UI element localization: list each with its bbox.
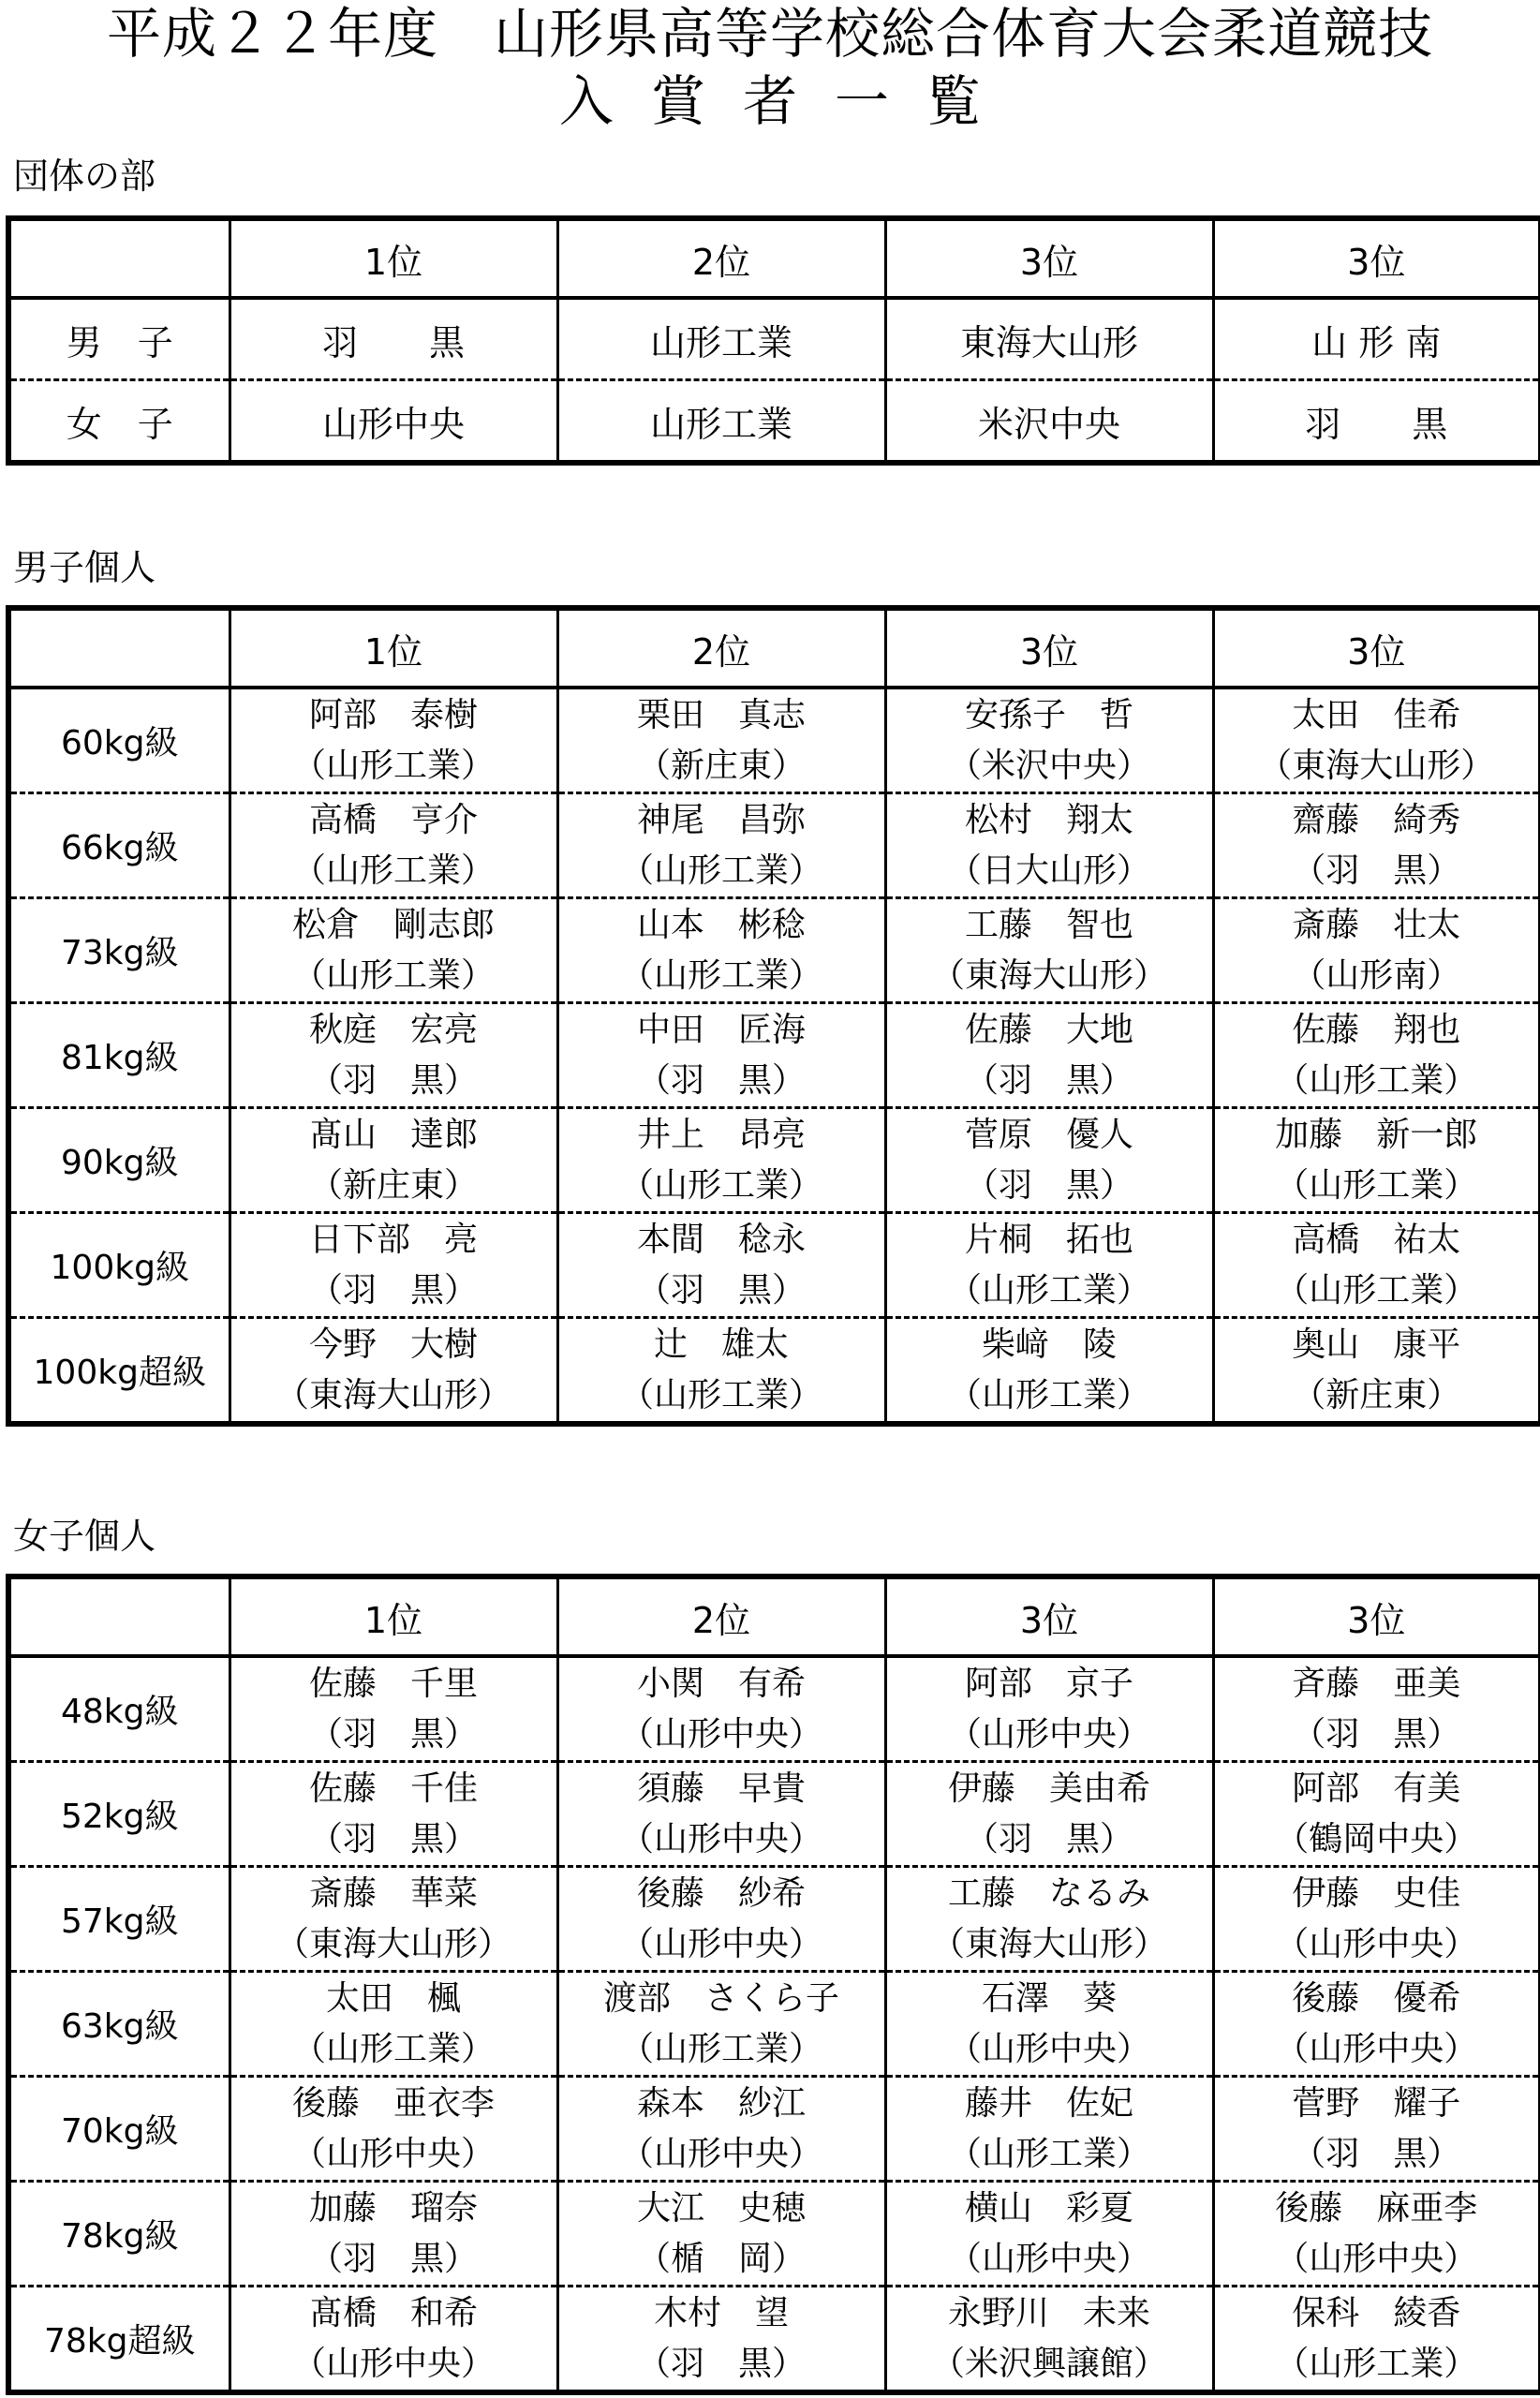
team-winner: 羽 黒 <box>1213 380 1540 464</box>
placement-cell <box>885 2182 1213 2287</box>
placement-cell <box>230 1213 557 1318</box>
athlete-school: （山形工業） <box>619 955 822 995</box>
men-weight-class-row <box>8 1213 1540 1318</box>
athlete-name: 工藤 智也 <box>964 905 1133 944</box>
athlete-name: 小関 有希 <box>636 1664 806 1703</box>
athlete-name: 石澤 葵 <box>981 1978 1117 2018</box>
placement-cell <box>557 898 885 1003</box>
athlete-name: 本間 稔永 <box>636 1220 806 1259</box>
athlete-name: 佐藤 翔也 <box>1292 1010 1461 1049</box>
athlete-name: 後藤 麻亜李 <box>1275 2188 1478 2228</box>
athlete-name: 松倉 剛志郎 <box>291 905 495 944</box>
placement-cell <box>230 1318 557 1425</box>
athlete-school: （鶴岡中央） <box>1275 1819 1478 1858</box>
athlete-school: （山形工業） <box>619 851 822 890</box>
header-blank <box>8 608 230 688</box>
placement-cell <box>1213 688 1540 793</box>
placement-cell <box>230 2182 557 2287</box>
header-third-b: 3位 <box>1213 218 1540 298</box>
athlete-name: 阿部 有美 <box>1292 1769 1461 1808</box>
placement-cell <box>1213 1318 1540 1425</box>
placement-cell <box>230 793 557 898</box>
header-first: 1位 <box>230 608 557 688</box>
placement-cell <box>230 2077 557 2182</box>
placement-cell <box>230 2287 557 2393</box>
placement-cell <box>1213 2287 1540 2393</box>
placement-cell <box>1213 2077 1540 2182</box>
athlete-name: 片桐 拓也 <box>964 1220 1133 1259</box>
athlete-name: 渡部 さくら子 <box>602 1978 839 2018</box>
placement-cell <box>557 1867 885 1972</box>
athlete-school: （山形中央） <box>1275 1924 1478 1963</box>
athlete-name: 今野 大樹 <box>308 1325 478 1364</box>
athlete-school: （羽 黒） <box>308 1819 478 1858</box>
team-row-boys <box>8 298 1540 380</box>
document-title: 平成２２年度 山形県高等学校総合体育大会柔道競技 <box>106 2 1433 66</box>
women-weight-class-row <box>8 1867 1540 1972</box>
athlete-school: （羽 黒） <box>636 1270 806 1310</box>
athlete-name: 大江 史穂 <box>636 2188 806 2228</box>
athlete-name: 高橋 祐太 <box>1292 1220 1461 1259</box>
team-winner: 羽 黒 <box>230 298 557 380</box>
athlete-name: 松村 翔太 <box>964 800 1133 839</box>
placement-cell <box>1213 1213 1540 1318</box>
athlete-name: 伊藤 美由希 <box>947 1769 1150 1808</box>
placement-cell <box>885 793 1213 898</box>
athlete-name: 斎藤 壮太 <box>1292 905 1461 944</box>
athlete-school: （羽 黒） <box>308 1270 478 1310</box>
header-second: 2位 <box>557 1576 885 1656</box>
athlete-school: （羽 黒） <box>964 1819 1133 1858</box>
team-category: 男 子 <box>8 298 230 380</box>
athlete-name: 保科 綾香 <box>1292 2293 1461 2332</box>
athlete-school: （山形工業） <box>291 955 495 995</box>
placement-cell <box>885 1762 1213 1867</box>
men-weight-class-row <box>8 793 1540 898</box>
header-third-b: 3位 <box>1213 608 1540 688</box>
weight-class-label: 78kg超級 <box>43 2322 196 2361</box>
placement-cell <box>557 1656 885 1762</box>
athlete-school: （山形工業） <box>947 2134 1150 2173</box>
men-header-row <box>8 608 1540 688</box>
athlete-name: 齋藤 綺秀 <box>1292 800 1461 839</box>
placement-cell <box>1213 1003 1540 1108</box>
athlete-name: 佐藤 千佳 <box>308 1769 478 1808</box>
athlete-school: （羽 黒） <box>308 2239 478 2278</box>
athlete-name: 髙橋 和希 <box>308 2293 478 2332</box>
weight-class-label: 78kg級 <box>8 2182 230 2287</box>
athlete-school: （山形工業） <box>291 851 495 890</box>
placement-cell <box>557 2077 885 2182</box>
athlete-school: （羽 黒） <box>1292 851 1461 890</box>
athlete-school: （山形工業） <box>619 1165 822 1205</box>
weight-class-label: 73kg級 <box>8 898 230 1003</box>
athlete-school: （山形工業） <box>619 2029 822 2068</box>
team-category: 女 子 <box>66 403 173 445</box>
men-section-label: 男子個人 <box>13 547 156 588</box>
placement-cell <box>557 1318 885 1425</box>
athlete-school: （米沢興譲館） <box>930 2344 1167 2383</box>
athlete-school: （山形工業） <box>291 746 495 785</box>
athlete-name: 柴﨑 陵 <box>981 1325 1117 1364</box>
placement-cell <box>1213 1867 1540 1972</box>
placement-cell <box>557 1762 885 1867</box>
placement-cell <box>885 2287 1213 2393</box>
weight-class-label: 48kg級 <box>8 1656 230 1762</box>
athlete-school: （山形中央） <box>619 1819 822 1858</box>
weight-class-label: 66kg級 <box>8 793 230 898</box>
athlete-school: （山形工業） <box>947 1270 1150 1310</box>
weight-class-label: 81kg級 <box>8 1003 230 1108</box>
men-weight-class-row <box>8 1003 1540 1108</box>
athlete-name: 永野川 未来 <box>947 2293 1150 2332</box>
weight-class-label: 60kg級 <box>8 688 230 793</box>
placement-cell <box>885 1656 1213 1762</box>
placement-cell <box>1213 1656 1540 1762</box>
athlete-name: 菅野 耀子 <box>1292 2083 1461 2123</box>
team-winner: 山 形 南 <box>1213 298 1540 380</box>
athlete-school: （羽 黒） <box>636 1060 806 1100</box>
athlete-school: （山形工業） <box>1275 1165 1478 1205</box>
placement-cell <box>1213 1108 1540 1213</box>
athlete-name: 後藤 優希 <box>1292 1978 1461 2018</box>
athlete-school: （山形中央） <box>1275 2029 1478 2068</box>
women-weight-class-row <box>8 1972 1540 2077</box>
placement-cell <box>557 688 885 793</box>
athlete-name: 阿部 泰樹 <box>308 695 478 734</box>
athlete-school: （東海大山形） <box>930 1924 1167 1963</box>
team-winner: 山形工業 <box>557 298 885 380</box>
athlete-name: 髙山 達郎 <box>308 1115 478 1154</box>
women-weight-class-row <box>8 2287 1540 2393</box>
athlete-school: （東海大山形） <box>274 1924 511 1963</box>
header-second: 2位 <box>557 608 885 688</box>
athlete-name: 木村 望 <box>653 2293 789 2332</box>
weight-class-label: 90kg級 <box>8 1108 230 1213</box>
athlete-school: （日大山形） <box>947 851 1150 890</box>
weight-class-label: 63kg級 <box>8 1972 230 2077</box>
athlete-school: （羽 黒） <box>308 1714 478 1754</box>
placement-cell <box>557 1108 885 1213</box>
athlete-name: 後藤 紗希 <box>636 1873 806 1913</box>
placement-cell <box>1213 1762 1540 1867</box>
men-weight-class-row <box>8 688 1540 793</box>
placement-cell <box>1213 1972 1540 2077</box>
team-winner: 山形工業 <box>557 380 885 464</box>
athlete-school: （山形工業） <box>947 1375 1150 1414</box>
athlete-school: （新庄東） <box>308 1165 478 1205</box>
athlete-school: （山形中央） <box>619 2134 822 2173</box>
athlete-name: 日下部 亮 <box>308 1220 478 1259</box>
athlete-name: 秋庭 宏亮 <box>308 1010 478 1049</box>
header-blank <box>8 1576 230 1656</box>
document-subtitle: 入賞者一覧 <box>558 69 1018 133</box>
athlete-school: （山形工業） <box>619 1375 822 1414</box>
athlete-name: 加藤 瑠奈 <box>308 2188 478 2228</box>
placement-cell <box>885 1867 1213 1972</box>
placement-cell <box>230 688 557 793</box>
placement-cell <box>885 898 1213 1003</box>
athlete-school: （羽 黒） <box>1292 2134 1461 2173</box>
athlete-school: （新庄東） <box>1292 1375 1461 1414</box>
athlete-school: （山形中央） <box>291 2344 495 2383</box>
athlete-name: 太田 楓 <box>325 1978 461 2018</box>
athlete-school: （山形南） <box>1292 955 1461 995</box>
athlete-school: （山形中央） <box>947 2239 1150 2278</box>
weight-class-label: 100kg級 <box>8 1213 230 1318</box>
athlete-school: （山形工業） <box>1275 1270 1478 1310</box>
team-row-girls <box>8 380 1540 464</box>
athlete-name: 佐藤 千里 <box>308 1664 478 1703</box>
placement-cell <box>885 2077 1213 2182</box>
weight-class-label: 57kg級 <box>8 1867 230 1972</box>
team-winner: 東海大山形 <box>885 298 1213 380</box>
placement-cell <box>885 688 1213 793</box>
athlete-name: 奥山 康平 <box>1292 1325 1461 1364</box>
women-weight-class-row <box>8 1762 1540 1867</box>
team-results-table <box>6 215 1540 466</box>
athlete-name: 森本 紗江 <box>636 2083 806 2123</box>
women-weight-class-row <box>8 2077 1540 2182</box>
placement-cell <box>885 1972 1213 2077</box>
athlete-name: 菅原 優人 <box>964 1115 1133 1154</box>
athlete-school: （山形中央） <box>619 1924 822 1963</box>
header-first: 1位 <box>230 1576 557 1656</box>
athlete-name: 工藤 なるみ <box>947 1873 1150 1913</box>
athlete-name: 神尾 昌弥 <box>636 800 806 839</box>
athlete-school: （山形中央） <box>947 2029 1150 2068</box>
women-weight-class-row <box>8 1656 1540 1762</box>
athlete-school: （山形中央） <box>947 1714 1150 1754</box>
placement-cell <box>230 1108 557 1213</box>
placement-cell <box>885 1003 1213 1108</box>
athlete-name: 阿部 京子 <box>964 1664 1133 1703</box>
women-weight-class-row <box>8 2182 1540 2287</box>
athlete-name: 太田 佳希 <box>1292 695 1461 734</box>
placement-cell <box>1213 2182 1540 2287</box>
team-winner: 山形中央 <box>230 380 557 464</box>
header-first: 1位 <box>230 218 557 298</box>
athlete-school: （東海大山形） <box>930 955 1167 995</box>
athlete-name: 辻 雄太 <box>653 1325 789 1364</box>
header-second: 2位 <box>557 218 885 298</box>
team-header-row <box>8 218 1540 298</box>
men-weight-class-row <box>8 898 1540 1003</box>
team-section-label: 団体の部 <box>13 155 156 197</box>
athlete-name: 斎藤 華菜 <box>308 1873 478 1913</box>
women-results-table <box>6 1574 1540 2395</box>
athlete-name: 佐藤 大地 <box>964 1010 1133 1049</box>
header-third-a: 3位 <box>885 608 1213 688</box>
athlete-name: 横山 彩夏 <box>964 2188 1133 2228</box>
placement-cell <box>230 1762 557 1867</box>
athlete-name: 伊藤 史佳 <box>1292 1873 1461 1913</box>
placement-cell <box>1213 898 1540 1003</box>
placement-cell <box>230 1003 557 1108</box>
athlete-name: 中田 匠海 <box>636 1010 806 1049</box>
athlete-name: 山本 彬稔 <box>636 905 806 944</box>
athlete-school: （新庄東） <box>636 746 806 785</box>
athlete-school: （山形工業） <box>1275 1060 1478 1100</box>
athlete-name: 安孫子 哲 <box>964 695 1133 734</box>
athlete-name: 栗田 真志 <box>636 695 806 734</box>
men-weight-class-row <box>8 1108 1540 1213</box>
athlete-school: （楯 岡） <box>636 2239 806 2278</box>
athlete-school: （東海大山形） <box>1258 746 1495 785</box>
header-third-b: 3位 <box>1213 1576 1540 1656</box>
placement-cell <box>1213 793 1540 898</box>
athlete-school: （山形工業） <box>291 2029 495 2068</box>
athlete-name: 斉藤 亜美 <box>1292 1664 1461 1703</box>
athlete-name: 後藤 亜衣李 <box>291 2083 495 2123</box>
header-blank <box>8 218 230 298</box>
placement-cell <box>557 2182 885 2287</box>
placement-cell <box>230 1972 557 2077</box>
athlete-school: （山形工業） <box>1275 2344 1478 2383</box>
athlete-name: 井上 昂亮 <box>636 1115 806 1154</box>
athlete-school: （羽 黒） <box>636 2344 806 2383</box>
women-header-row <box>8 1576 1540 1656</box>
athlete-school: （山形中央） <box>291 2134 495 2173</box>
placement-cell <box>885 1108 1213 1213</box>
athlete-school: （山形中央） <box>1275 2239 1478 2278</box>
placement-cell <box>885 1318 1213 1425</box>
athlete-school: （羽 黒） <box>1292 1714 1461 1754</box>
weight-class-label: 52kg級 <box>8 1762 230 1867</box>
placement-cell <box>230 1867 557 1972</box>
placement-cell <box>230 1656 557 1762</box>
weight-class-label: 100kg超級 <box>33 1354 206 1392</box>
placement-cell <box>885 1213 1213 1318</box>
placement-cell <box>557 2287 885 2393</box>
placement-cell <box>557 793 885 898</box>
men-weight-class-row <box>8 1318 1540 1425</box>
placement-cell <box>230 898 557 1003</box>
placement-cell <box>557 1003 885 1108</box>
athlete-name: 藤井 佐妃 <box>964 2083 1133 2123</box>
athlete-school: （羽 黒） <box>308 1060 478 1100</box>
header-third-a: 3位 <box>885 218 1213 298</box>
athlete-name: 加藤 新一郎 <box>1275 1115 1478 1154</box>
team-winner: 米沢中央 <box>885 380 1213 464</box>
men-results-table <box>6 605 1540 1427</box>
athlete-name: 高橋 亨介 <box>308 800 478 839</box>
athlete-school: （東海大山形） <box>274 1375 511 1414</box>
athlete-school: （米沢中央） <box>947 746 1150 785</box>
women-section-label: 女子個人 <box>13 1516 156 1557</box>
weight-class-label: 70kg級 <box>8 2077 230 2182</box>
athlete-school: （山形中央） <box>619 1714 822 1754</box>
header-third-a: 3位 <box>885 1576 1213 1656</box>
placement-cell <box>557 1213 885 1318</box>
athlete-school: （羽 黒） <box>964 1165 1133 1205</box>
athlete-name: 須藤 早貴 <box>636 1769 806 1808</box>
placement-cell <box>557 1972 885 2077</box>
athlete-school: （羽 黒） <box>964 1060 1133 1100</box>
